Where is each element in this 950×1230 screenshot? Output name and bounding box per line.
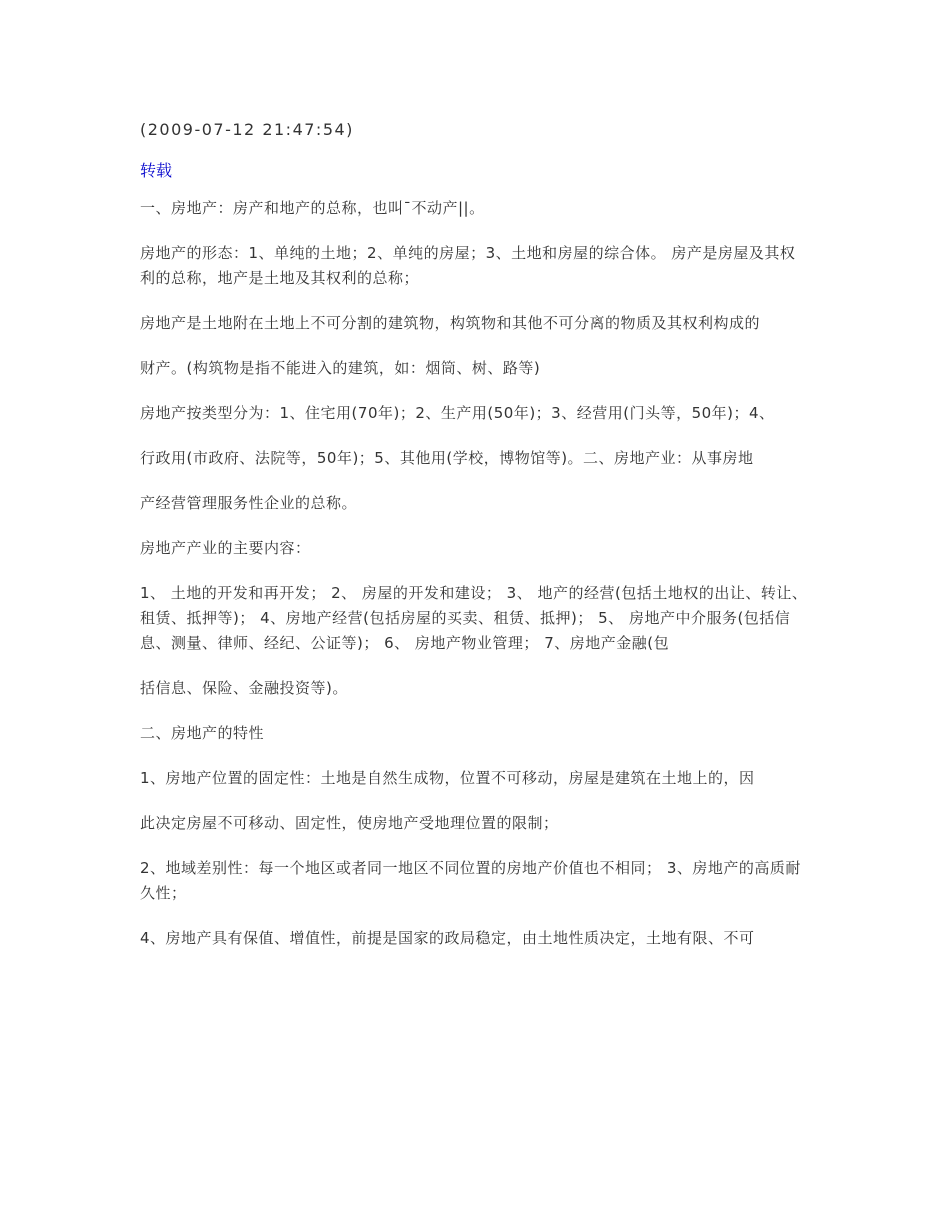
paragraph-forms: 房地产的形态：1、单纯的土地；2、单纯的房屋；3、土地和房屋的综合体。 房产是房屋及其权利的总称，地产是土地及其权利的总称； bbox=[140, 244, 796, 287]
paragraph-property-note: 财产。(构筑物是指不能进入的建筑，如：烟筒、树、路等) bbox=[140, 359, 541, 377]
paragraph-industry-def: 产经营管理服务性企业的总称。 bbox=[140, 494, 358, 512]
paragraph-regional-difference: 2、地域差别性：每一个地区或者同一地区不同位置的房地产价值也不相同； 3、房地产的高质耐久性； bbox=[140, 859, 801, 902]
paragraph-fixed-location-cont: 此决定房屋不可移动、固定性，使房地产受地理位置的限制； bbox=[140, 814, 559, 832]
paragraph-types: 房地产按类型分为：1、住宅用(70年)；2、生产用(50年)；3、经营用(门头等，50年)；4、 bbox=[140, 404, 775, 422]
repost-link[interactable]: 转载 bbox=[140, 161, 173, 180]
paragraph-fixed-location: 1、房地产位置的固定性：土地是自然生成物，位置不可移动，房屋是建筑在土地上的，因 bbox=[140, 769, 755, 787]
paragraph-industry-content-cont: 括信息、保险、金融投资等)。 bbox=[140, 679, 348, 697]
paragraph-types-cont: 行政用(市政府、法院等，50年)；5、其他用(学校，博物馆等)。二、房地产业：从事房地 bbox=[140, 449, 754, 467]
paragraph-industry-content-heading: 房地产产业的主要内容： bbox=[140, 539, 311, 557]
repost-row bbox=[140, 159, 810, 183]
post-date: (2009-07-12 21:47:54) bbox=[140, 120, 354, 139]
section-heading-characteristics: 二、房地产的特性 bbox=[140, 724, 265, 742]
article-body bbox=[140, 118, 810, 971]
paragraph-industry-content-list: 1、 土地的开发和再开发； 2、 房屋的开发和建设； 3、 地产的经营(包括土地权的出让、转让、租赁、抵押等)； 4、房地产经营(包括房屋的买卖、租赁、抵押)； 5、 房地产中介服务(包括信息、测量、律师、经纪、公证等)； 6、 房地产物业管理； 7、房地产金融(包 bbox=[140, 584, 808, 652]
paragraph-definition: 一、房地产：房产和地产的总称，也叫¯不动产||。 bbox=[140, 199, 485, 217]
paragraph-land-attached: 房地产是土地附在土地上不可分割的建筑物，构筑物和其他不可分离的物质及其权利构成的 bbox=[140, 314, 761, 332]
paragraph-value-preservation: 4、房地产具有保值、增值性，前提是国家的政局稳定，由土地性质决定，土地有限、不可 bbox=[140, 929, 755, 947]
